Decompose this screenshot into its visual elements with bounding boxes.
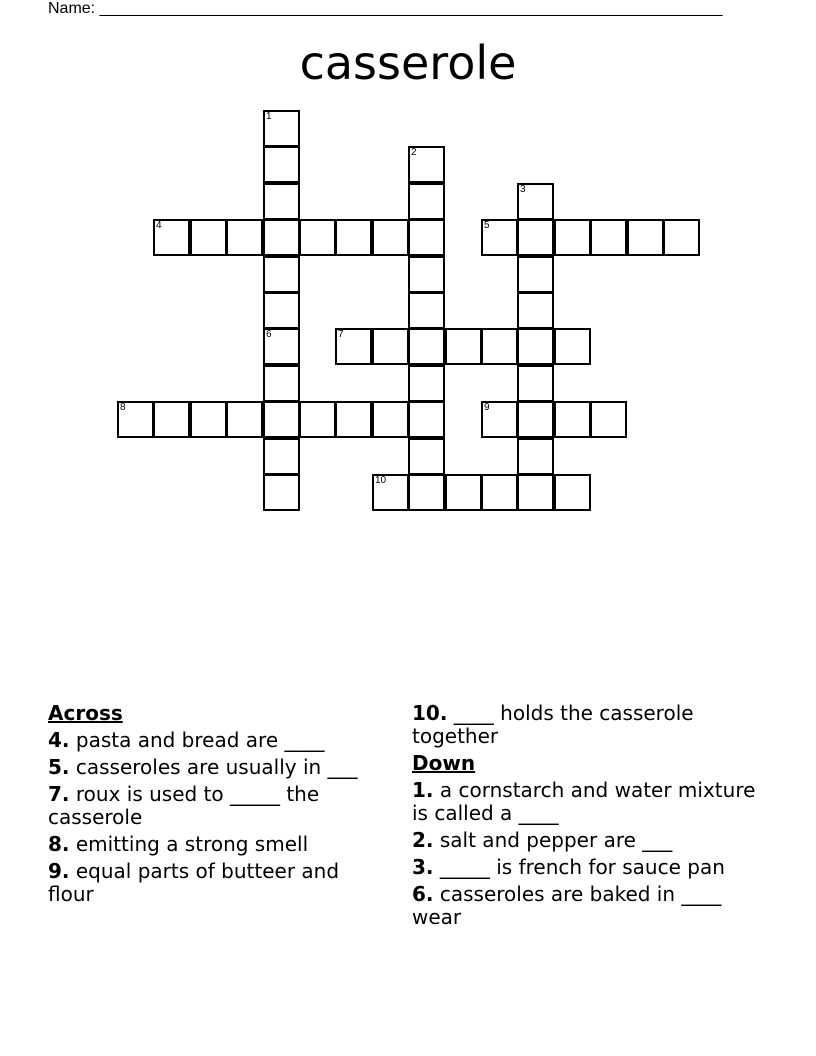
clue-down-1 xyxy=(412,779,762,825)
grid-cell[interactable] xyxy=(226,401,263,438)
clue-across-9 xyxy=(48,860,388,906)
clue-number: 6. xyxy=(412,882,434,906)
grid-cell[interactable] xyxy=(481,219,518,256)
grid-cell[interactable] xyxy=(517,292,554,329)
clue-text: pasta and bread are ____ xyxy=(75,728,325,752)
grid-cell[interactable] xyxy=(299,401,336,438)
across-heading: Across xyxy=(48,701,123,725)
grid-cell[interactable] xyxy=(554,401,591,438)
clue-number: 5. xyxy=(48,755,70,779)
grid-cell[interactable] xyxy=(190,401,227,438)
grid-cell[interactable] xyxy=(335,401,372,438)
clue-number: 4. xyxy=(48,728,70,752)
cell-number: 1 xyxy=(266,111,272,122)
clue-number: 7. xyxy=(48,782,70,806)
grid-cell[interactable] xyxy=(408,292,445,329)
grid-cell[interactable] xyxy=(263,328,300,365)
grid-cell[interactable] xyxy=(263,146,300,183)
clue-across-4 xyxy=(48,729,388,752)
clue-number: 10. xyxy=(412,701,448,725)
grid-cell[interactable] xyxy=(517,474,554,511)
grid-cell[interactable] xyxy=(408,328,445,365)
clue-number: 1. xyxy=(412,778,434,802)
grid-cell[interactable] xyxy=(627,219,664,256)
grid-cell[interactable] xyxy=(408,146,445,183)
clue-text: casseroles are usually in ___ xyxy=(75,755,358,779)
clues-left-column xyxy=(48,702,388,910)
grid-cell[interactable] xyxy=(481,401,518,438)
grid-cell[interactable] xyxy=(481,328,518,365)
name-field-label: Name: ______________________________________________________________________ xyxy=(48,0,723,17)
cell-number: 6 xyxy=(266,329,272,340)
clue-number: 8. xyxy=(48,832,70,856)
grid-cell[interactable] xyxy=(335,219,372,256)
clue-text: roux is used to _____ the casserole xyxy=(48,782,320,829)
grid-cell[interactable] xyxy=(263,365,300,402)
clue-text: casseroles are baked in ____ wear xyxy=(412,882,722,929)
clue-down-3 xyxy=(412,856,762,879)
clue-across-8 xyxy=(48,833,388,856)
grid-cell[interactable] xyxy=(117,401,154,438)
page-title: casserole xyxy=(299,36,517,90)
grid-cell[interactable] xyxy=(335,328,372,365)
grid-cell[interactable] xyxy=(153,401,190,438)
cell-number: 2 xyxy=(411,147,417,158)
clue-text: a cornstarch and water mixture is called a ____ xyxy=(412,778,756,825)
grid-cell[interactable] xyxy=(590,219,627,256)
grid-cell[interactable] xyxy=(408,183,445,220)
grid-cell[interactable] xyxy=(445,474,482,511)
down-heading: Down xyxy=(412,751,476,775)
grid-cell[interactable] xyxy=(226,219,263,256)
clue-text: ____ holds the casserole together xyxy=(412,701,694,748)
grid-cell[interactable] xyxy=(445,328,482,365)
cell-number: 10 xyxy=(375,475,387,486)
grid-cell[interactable] xyxy=(517,328,554,365)
grid-cell[interactable] xyxy=(408,438,445,475)
clue-text: emitting a strong smell xyxy=(75,832,309,856)
grid-cell[interactable] xyxy=(372,401,409,438)
grid-cell[interactable] xyxy=(408,401,445,438)
clue-number: 9. xyxy=(48,859,70,883)
grid-cell[interactable] xyxy=(190,219,227,256)
clues-right-column xyxy=(412,702,762,933)
cell-number: 3 xyxy=(520,184,526,195)
grid-cell[interactable] xyxy=(263,256,300,293)
grid-cell[interactable] xyxy=(663,219,700,256)
grid-cell[interactable] xyxy=(481,474,518,511)
grid-cell[interactable] xyxy=(263,110,300,147)
cell-number: 9 xyxy=(484,402,490,413)
grid-cell[interactable] xyxy=(372,219,409,256)
grid-cell[interactable] xyxy=(517,256,554,293)
cell-number: 8 xyxy=(120,402,126,413)
grid-cell[interactable] xyxy=(408,365,445,402)
grid-cell[interactable] xyxy=(263,183,300,220)
clue-across-5 xyxy=(48,756,388,779)
clue-across-7 xyxy=(48,783,388,829)
cell-number: 7 xyxy=(338,329,344,340)
clue-number: 2. xyxy=(412,828,434,852)
grid-cell[interactable] xyxy=(372,474,409,511)
cell-number: 4 xyxy=(156,220,162,231)
grid-cell[interactable] xyxy=(263,474,300,511)
clue-down-2 xyxy=(412,829,762,852)
cell-number: 5 xyxy=(484,220,490,231)
grid-cell[interactable] xyxy=(554,219,591,256)
clue-down-6 xyxy=(412,883,762,929)
grid-cell[interactable] xyxy=(517,438,554,475)
clue-text: salt and pepper are ___ xyxy=(439,828,673,852)
clue-text: _____ is french for sauce pan xyxy=(439,855,725,879)
grid-cell[interactable] xyxy=(408,256,445,293)
grid-cell[interactable] xyxy=(263,401,300,438)
grid-cell[interactable] xyxy=(263,219,300,256)
grid-cell[interactable] xyxy=(408,474,445,511)
grid-cell[interactable] xyxy=(517,219,554,256)
grid-cell[interactable] xyxy=(554,474,591,511)
clue-across-10 xyxy=(412,702,762,748)
grid-cell[interactable] xyxy=(408,219,445,256)
grid-cell[interactable] xyxy=(517,401,554,438)
clue-number: 3. xyxy=(412,855,434,879)
grid-cell[interactable] xyxy=(299,219,336,256)
clue-text: equal parts of butteer and flour xyxy=(48,859,340,906)
grid-cell[interactable] xyxy=(263,292,300,329)
grid-cell[interactable] xyxy=(554,328,591,365)
grid-cell[interactable] xyxy=(372,328,409,365)
grid-cell[interactable] xyxy=(590,401,627,438)
grid-cell[interactable] xyxy=(153,219,190,256)
grid-cell[interactable] xyxy=(517,365,554,402)
grid-cell[interactable] xyxy=(517,183,554,220)
grid-cell[interactable] xyxy=(263,438,300,475)
